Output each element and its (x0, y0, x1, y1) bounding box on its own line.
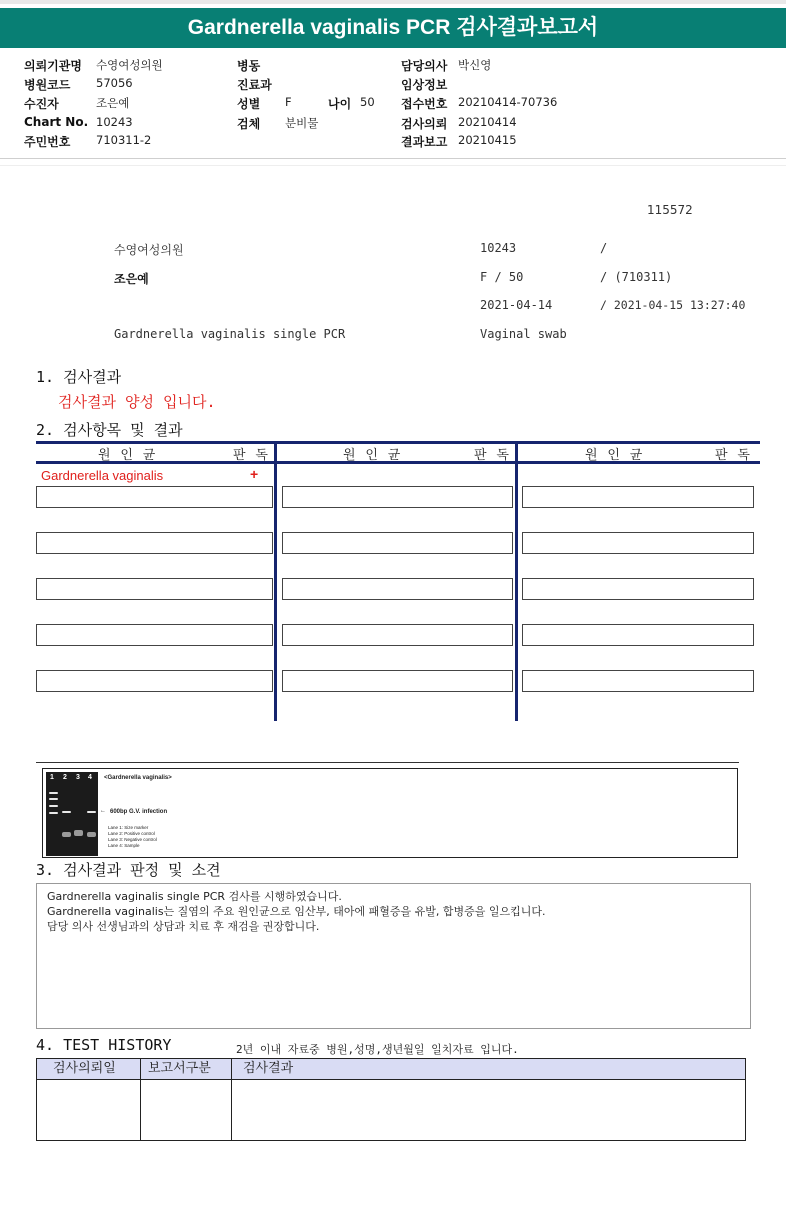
gel-band-label: 600bp G.V. infection (110, 809, 168, 815)
summary-specimen: Vaginal swab (480, 327, 567, 341)
lane-number: 3 (76, 774, 80, 781)
doctor-label: 담당의사 (401, 59, 448, 73)
gel-electrophoresis-image (46, 772, 98, 856)
gel-band (49, 792, 58, 794)
institution-value: 수영여성의원 (96, 58, 163, 72)
gel-band (74, 830, 83, 836)
findings-box (36, 883, 751, 1029)
age-value: 50 (360, 95, 375, 109)
gel-band (49, 805, 58, 807)
column-divider (515, 441, 518, 721)
col-organism-header: 원 인 균 (98, 448, 157, 463)
summary-request-date: 2021-04-14 (480, 298, 553, 312)
hospital-code-label: 병원코드 (24, 78, 71, 92)
result-field (522, 486, 754, 508)
findings-line: Gardnerella vaginalis는 질염의 주요 원인균으로 임산부, 태아에 패혈증을 유발, 합병증을 일으킵니다. (47, 905, 546, 918)
report-number: 115572 (647, 203, 693, 217)
gel-band (87, 811, 96, 813)
result-field (282, 670, 513, 692)
patient-label: 수진자 (24, 97, 59, 111)
gel-legend-item: Lane 4: Sample (108, 843, 140, 848)
col-organism-header: 원 인 균 (585, 448, 644, 463)
history-header-row (37, 1059, 745, 1080)
chart-no-value: 10243 (96, 115, 133, 129)
sex-value: F (285, 95, 292, 109)
report-value: 20210415 (458, 133, 517, 147)
col-judgement-header: 판 독 (715, 448, 751, 463)
findings-line: Gardnerella vaginalis single PCR 검사를 시행하였습니다. (47, 890, 342, 903)
report-title: Gardnerella vaginalis PCR 검사결과보고서 (0, 8, 786, 48)
gel-top-rule (36, 762, 739, 763)
result-field (36, 486, 273, 508)
gel-band (49, 798, 58, 800)
summary-report-datetime: / 2021-04-15 13:27:40 (600, 298, 746, 312)
gel-legend-item: Lane 1: Size marker (108, 825, 149, 830)
divider (0, 165, 786, 166)
receipt-label: 접수번호 (401, 97, 448, 111)
history-col-report-type: 보고서구분 (148, 1061, 211, 1076)
specimen-value: 분비물 (285, 116, 319, 130)
gel-band (62, 832, 71, 837)
result-field (282, 578, 513, 600)
result-field (522, 578, 754, 600)
summary-slash: / (600, 241, 608, 255)
judgement-result: + (250, 466, 259, 482)
doctor-value: 박신영 (458, 58, 492, 72)
lane-number: 2 (63, 774, 67, 781)
col-judgement-header: 판 독 (474, 448, 510, 463)
summary-test-name: Gardnerella vaginalis single PCR (114, 327, 346, 341)
specimen-label: 검체 (237, 117, 261, 131)
arrow-icon: ← (100, 808, 106, 814)
hospital-code-value: 57056 (96, 76, 133, 90)
history-table (36, 1058, 746, 1141)
lane-number: 1 (50, 774, 54, 781)
patient-value: 조은예 (96, 96, 130, 110)
section3-heading: 3. 검사결과 판정 및 소견 (36, 861, 221, 879)
result-field (522, 624, 754, 646)
chart-no-label: Chart No. (24, 115, 89, 129)
result-field (282, 624, 513, 646)
request-value: 20210414 (458, 115, 517, 129)
column-divider (140, 1059, 141, 1140)
summary-sex-age: F / 50 (480, 270, 524, 284)
receipt-value: 20210414-70736 (458, 95, 558, 109)
sex-label: 성별 (237, 97, 261, 111)
summary-birth: / (710311) (600, 270, 673, 284)
gel-band (87, 832, 96, 837)
gel-legend-item: Lane 2: Positive control (108, 831, 155, 836)
organism-result: Gardnerella vaginalis (41, 468, 164, 483)
result-field (522, 532, 754, 554)
gel-band (49, 812, 58, 814)
id-no-label: 주민번호 (24, 135, 71, 149)
history-col-result: 검사결과 (243, 1061, 294, 1076)
lane-number: 4 (88, 774, 92, 781)
institution-label: 의뢰기관명 (24, 59, 82, 73)
gel-title: <Gardnerella vaginalis> (104, 775, 172, 781)
result-text: 검사결과 양성 입니다. (58, 393, 216, 411)
clinical-label: 임상정보 (401, 78, 448, 92)
summary-chart: 10243 (480, 241, 517, 255)
id-no-value: 710311-2 (96, 133, 152, 147)
findings-line: 담당 의사 선생님과의 상담과 치료 후 재검을 권장합니다. (47, 920, 320, 933)
result-field (36, 624, 273, 646)
dept-label: 진료과 (237, 78, 272, 92)
result-field (522, 670, 754, 692)
column-divider (231, 1059, 232, 1140)
column-divider (274, 441, 277, 721)
history-note: 2년 이내 자료중 병원,성명,생년월일 일치자료 입니다. (236, 1043, 519, 1056)
top-border (0, 0, 786, 4)
divider (0, 158, 786, 159)
section4-heading: 4. TEST HISTORY (36, 1036, 172, 1054)
result-field (36, 578, 273, 600)
summary-patient: 조은예 (114, 272, 149, 286)
gel-legend-item: Lane 3: Negative control (108, 837, 157, 842)
request-label: 검사의뢰 (401, 117, 448, 131)
result-field (282, 486, 513, 508)
report-label: 결과보고 (401, 135, 448, 149)
ward-label: 병동 (237, 59, 261, 73)
result-field (282, 532, 513, 554)
col-judgement-header: 판 독 (233, 448, 269, 463)
gel-band (62, 811, 71, 813)
age-label: 나이 (328, 97, 352, 111)
section1-heading: 1. 검사결과 (36, 368, 122, 386)
result-field (36, 670, 273, 692)
summary-institution: 수영여성의원 (114, 243, 184, 257)
col-organism-header: 원 인 균 (343, 448, 402, 463)
history-col-request-date: 검사의뢰일 (53, 1061, 116, 1076)
section2-heading: 2. 검사항목 및 결과 (36, 421, 183, 439)
result-field (36, 532, 273, 554)
